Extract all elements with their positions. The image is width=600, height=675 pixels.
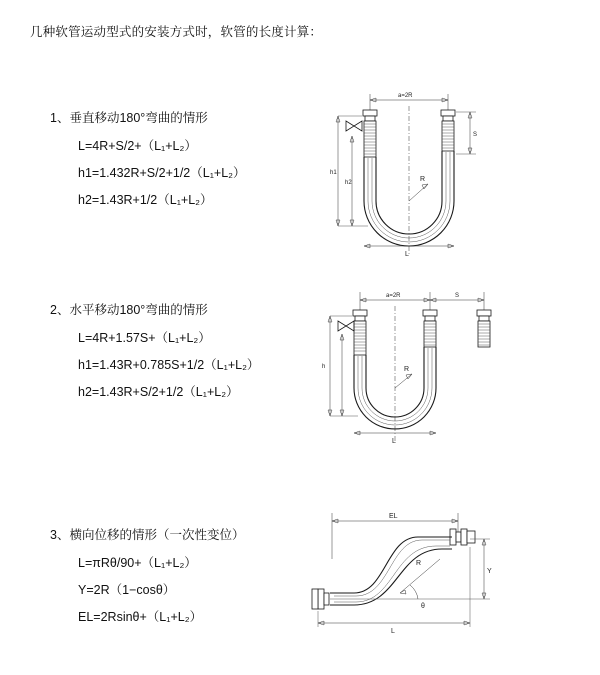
dim-label-offset: Y xyxy=(487,568,492,575)
dim-label-h2: h2 xyxy=(345,180,352,186)
section-1-formula-1: L=4R+S/2+（L₁+L₂） xyxy=(78,139,197,153)
section-2-formula-1: L=4R+1.57S+（L₁+L₂） xyxy=(78,331,211,345)
dim-label-el: EL xyxy=(389,513,398,520)
figure-lateral-offset xyxy=(290,501,500,636)
dim-label-radius: R xyxy=(420,176,426,183)
section-3-title: 3、横向位移的情形（一次性变位） xyxy=(50,528,245,542)
dim-label-span: a=2R xyxy=(398,93,413,99)
figure-lateral-offset-svg xyxy=(290,501,500,636)
dim-label-h1: h1 xyxy=(330,170,337,176)
dim-label-span: a=2R xyxy=(386,293,401,299)
section-2-formula-2: h1=1.43R+0.785S+1/2（L₁+L₂） xyxy=(78,358,260,372)
section-2-title: 2、水平移动180°弯曲的情形 xyxy=(50,303,208,317)
dim-label-radius: R xyxy=(404,366,410,373)
section-1-title: 1、垂直移动180°弯曲的情形 xyxy=(50,111,208,125)
section-2-text xyxy=(50,300,310,409)
section-1-text xyxy=(50,108,310,217)
dim-label-height: h xyxy=(322,364,326,370)
dim-label-length: L xyxy=(405,251,409,258)
section-1-formula-2: h1=1.432R+S/2+1/2（L₁+L₂） xyxy=(78,166,246,180)
section-3-formula-3: EL=2Rsinθ+（L₁+L₂） xyxy=(78,610,203,624)
dim-label-stroke: S xyxy=(473,132,478,138)
section-1-formula-3: h2=1.43R+1/2（L₁+L₂） xyxy=(78,193,213,207)
figure-vertical-180-svg xyxy=(308,76,498,286)
section-3-text xyxy=(50,525,310,634)
section-3-formula-2: Y=2R（1−cosθ） xyxy=(78,583,176,597)
dim-label-length: L xyxy=(391,628,395,635)
section-3-formula-1: L=πRθ/90+（L₁+L₂） xyxy=(78,556,197,570)
dim-label-length: L xyxy=(392,438,396,445)
figure-vertical-180 xyxy=(308,76,498,286)
dim-label-stroke: S xyxy=(455,293,460,299)
page-title: 几种软管运动型式的安装方式时，软管的长度计算： xyxy=(30,25,323,39)
dim-label-angle: θ xyxy=(421,603,425,610)
figure-horizontal-180-svg xyxy=(308,278,508,468)
figure-horizontal-180 xyxy=(308,278,508,468)
dim-label-radius: R xyxy=(416,560,422,567)
section-2-formula-3: h2=1.43R+S/2+1/2（L₁+L₂） xyxy=(78,385,239,399)
